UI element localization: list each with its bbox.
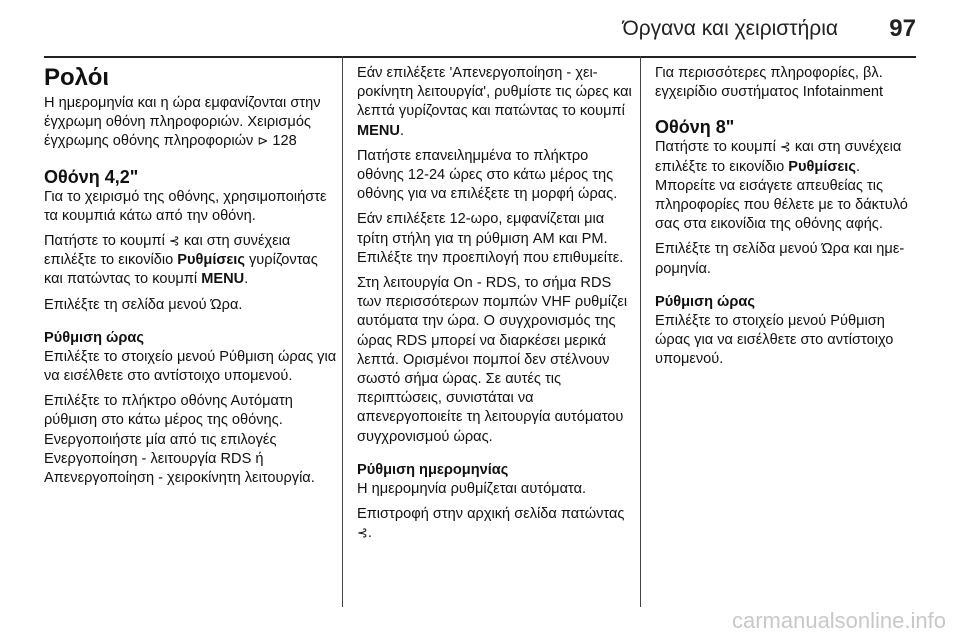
paragraph: Για περισσότερες πληροφορίες, βλ. εγχειρίδιο συστήματος Infotainment bbox=[655, 65, 884, 101]
paragraph: Επιστροφή στην αρχική σελίδα πατώντας ⊰. bbox=[357, 506, 625, 542]
section-title: Όργανα και χειριστήρια bbox=[622, 17, 838, 40]
header-rule bbox=[44, 56, 916, 58]
date-setting-heading: Ρύθμιση ημερομηνίας bbox=[357, 461, 509, 478]
paragraph: Επιλέξτε το πλήκτρο οθόνης Αυτόματη ρύθμιση στο κάτω μέρος της οθόνης. Ενεργοποιήστε μία από τις επιλογές Ενεργοποίηση - λειτουργία RDS ή Απενεργοποίηση - χειροκίνητη λειτουργία. bbox=[44, 393, 315, 487]
paragraph: Επιλέξτε τη σελίδα μενού Ώρα. bbox=[44, 296, 243, 313]
settings-label: Ρυθμίσεις bbox=[177, 252, 245, 269]
settings-label: Ρυθμίσεις bbox=[788, 158, 856, 175]
paragraph: Πατήστε το κουμπί ⊰ και στη συνέχεια επιλέξτε το εικονίδιο Ρυθμίσεις. Μπορείτε να εισάγετε απευθείας τις πληροφορίες που θέλετε με το δάκτυλό σας στα εικονίδια της οθόνης αφής. bbox=[655, 139, 908, 233]
display-8-heading: Οθόνη 8" bbox=[655, 117, 735, 138]
back-icon: ⊰ bbox=[779, 139, 791, 155]
paragraph: Η ημερομηνία ρυθμίζεται αυτόματα. bbox=[357, 480, 587, 497]
page-ref-link[interactable]: 128 bbox=[272, 133, 297, 150]
paragraph: Στη λειτουργία On - RDS, το σήμα RDS των περισσότερων πομπών VHF ρυθμίζει αυτόματα την ώρα. Ο συγχρονισμός της ώρας RDS μπορεί να διαρκέσει μερικά λεπτά. Ορισμένοι πομποί δεν στέλνουν σωστό σήμα ώρας. Σε αυτές τις περιπτώσεις, συνιστάται να απενεργοποιείτε τη λειτουργία αυτόματου συγχρονισμού ώρας. bbox=[357, 275, 628, 445]
back-icon: ⊰ bbox=[168, 233, 180, 249]
paragraph: Πατήστε το κουμπί ⊰ και στη συνέχεια επιλέξτε το εικονίδιο Ρυθμίσεις γυρίζοντας και πατώντας το κουμπί MENU. bbox=[44, 233, 318, 288]
watermark: carmanualsonline.info bbox=[731, 608, 946, 633]
paragraph: Εάν επιλέξετε 'Απενεργοποίηση - χειροκίνητη λειτουργία', ρυθμίστε τις ώρες και λεπτά γυρίζοντας και πατώντας το κουμπί MENU. bbox=[357, 65, 632, 139]
back-icon: ⊰ bbox=[357, 525, 368, 541]
page-ref-icon: ⊳ bbox=[257, 133, 269, 149]
column-1 bbox=[44, 64, 340, 494]
column-divider-2 bbox=[640, 56, 641, 607]
time-setting-heading: Ρύθμιση ώρας bbox=[44, 329, 144, 346]
menu-label: MENU bbox=[357, 122, 400, 139]
paragraph: Επιλέξτε τη σελίδα μενού Ώρα και ημερομηνία. bbox=[655, 241, 905, 277]
column-2 bbox=[357, 64, 635, 549]
column-3 bbox=[655, 64, 917, 375]
paragraph: Επιλέξτε το στοιχείο μενού Ρύθμιση ώρας για να εισέλθετε στο αντίστοιχο υπομενού. bbox=[655, 312, 894, 368]
paragraph: Για το χειρισμό της οθόνης, χρησιμοποιήστε τα κουμπιά κάτω από την οθόνη. bbox=[44, 188, 327, 224]
page-header bbox=[0, 0, 960, 56]
clock-heading: Ρολόι bbox=[44, 64, 110, 91]
display-42-heading: Οθόνη 4,2" bbox=[44, 166, 139, 187]
paragraph: Επιλέξτε το στοιχείο μενού Ρύθμιση ώρας για να εισέλθετε στο αντίστοιχο υπομενού. bbox=[44, 348, 337, 385]
column-divider-1 bbox=[342, 56, 343, 607]
menu-label: MENU bbox=[201, 271, 245, 288]
time-setting-heading: Ρύθμιση ώρας bbox=[655, 293, 755, 310]
page-number: 97 bbox=[889, 15, 916, 42]
paragraph: Πατήστε επανειλημμένα το πλήκτρο οθόνης 12-24 ώρες στο κάτω μέρος της οθόνης για να επιλέξετε τη μορφή ώρας. bbox=[357, 147, 618, 203]
intro-paragraph: Η ημερομηνία και η ώρα εμφανίζονται στην έγχρωμη οθόνη πληροφοριών. Χειρισμός έγχρωμης οθόνης πληροφοριών ⊳ 128 bbox=[44, 95, 321, 150]
paragraph: Εάν επιλέξετε 12-ωρο, εμφανίζεται μια τρίτη στήλη για τη ρύθμιση AM και PM. Επιλέξτε την προεπιλογή που επιθυμείτε. bbox=[357, 211, 624, 266]
